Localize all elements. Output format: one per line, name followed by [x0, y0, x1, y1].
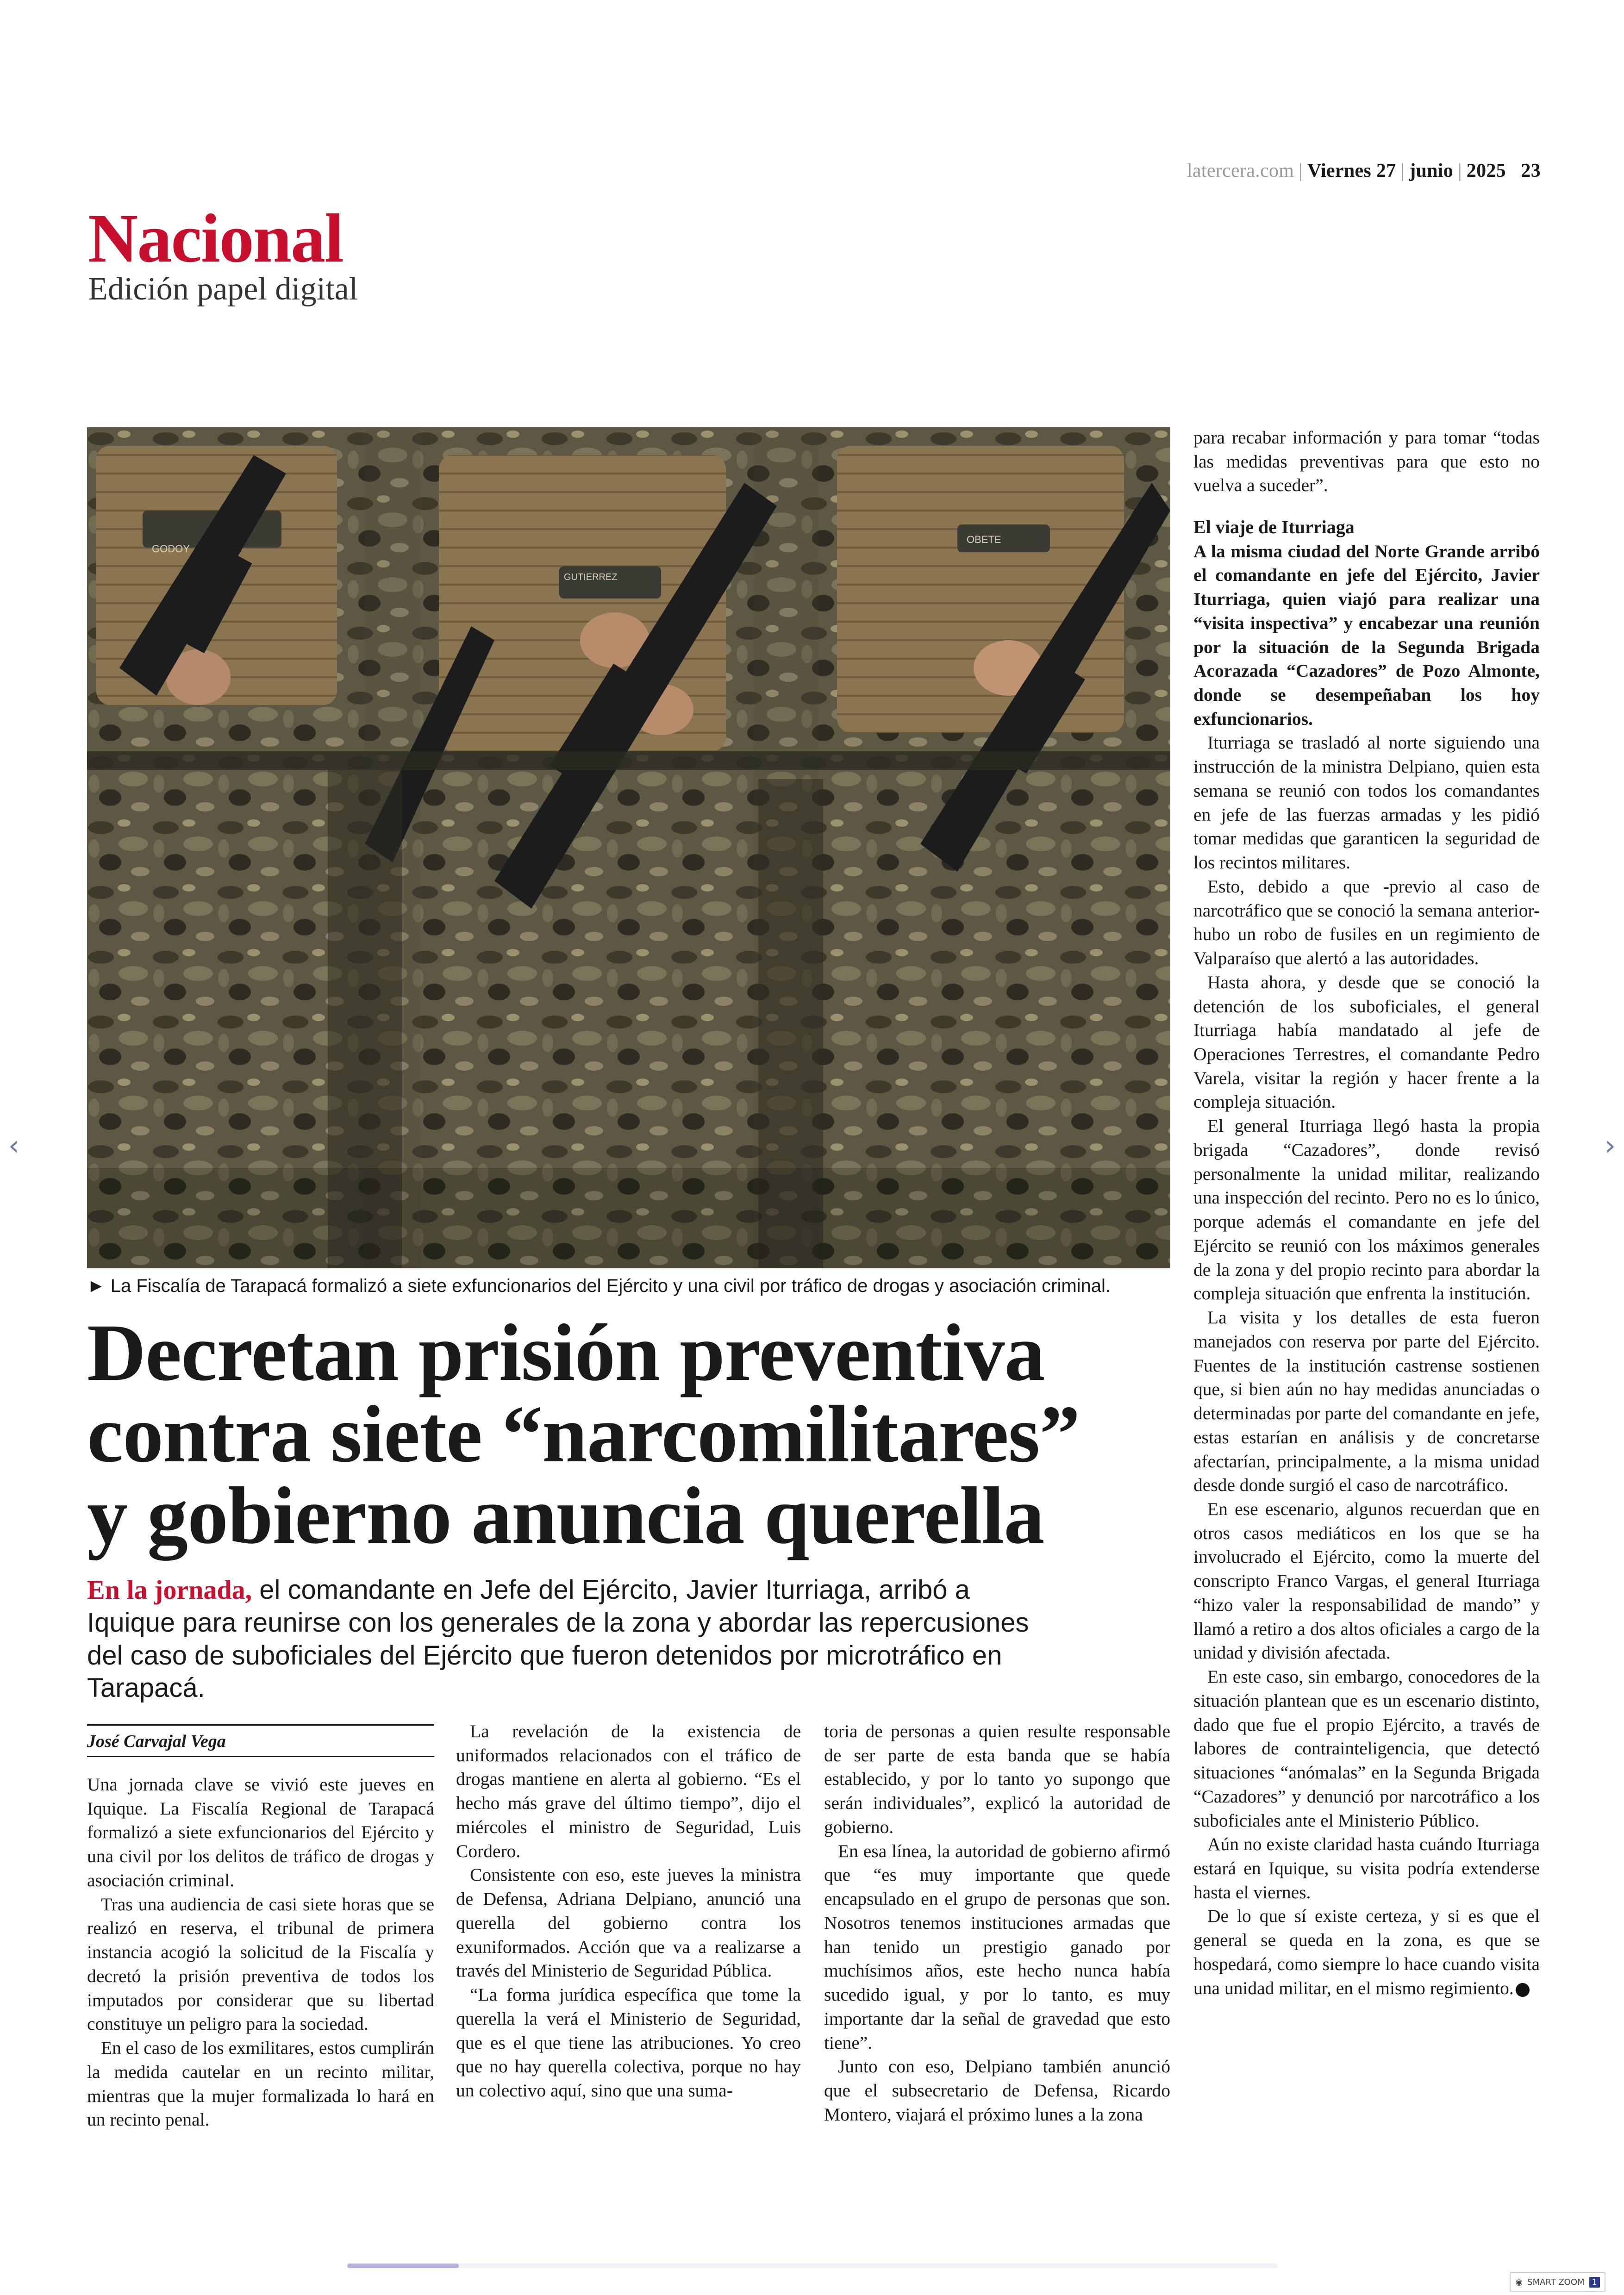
- name-tag-3: OBETE: [967, 534, 1001, 545]
- section-subhead: El viaje de Iturriaga: [1193, 517, 1355, 538]
- article-column-4: [1193, 426, 1540, 2000]
- photo-caption: [87, 1274, 1170, 1298]
- eye-icon: ◉: [1515, 2277, 1523, 2287]
- caption-arrow-icon: ►: [87, 1276, 106, 1296]
- paragraph: toria de personas a quien resulte responsable de ser parte de esta banda que se había establecido, y por lo tanto yo supongo que serán individuales”, explicó la autoridad de gobierno.: [824, 1721, 1170, 1837]
- zoom-page-number: 1: [1589, 2277, 1600, 2288]
- next-page-chevron-icon[interactable]: ›: [1605, 1129, 1616, 1162]
- paragraph: Iturriaga se trasladó al norte siguiendo una instrucción de la ministra Delpiano, quien esta semana se reunió con todos los comandantes en jefe de las fuerzas armadas y les pidió tomar medidas que garanticen la seguridad de los recintos militares.: [1193, 732, 1540, 873]
- paragraph: “La forma jurídica específica que tome la querella la verá el Ministerio de Seguridad, que es el que tiene las atribuciones. Yo creo que no hay querella colectiva, porque no hay un colectivo aquí, sino que una suma-: [456, 1984, 801, 2101]
- paragraph: para recabar información y para tomar “todas las medidas preventivas para que esto no vuelva a suceder”.: [1193, 427, 1540, 496]
- paragraph: En esa línea, la autoridad de gobierno afirmó que “es muy importante que quede encapsulado en el grupo de personas que son. Nosotros tenemos instituciones armadas que han tenido un prestigio ganado por muchísimos años, este hecho nunca había sucedido igual, y por lo tanto, es muy importante dar la señal de gravedad que esto tiene”.: [824, 1840, 1170, 2053]
- paragraph: El general Iturriaga llegó hasta la propia brigada “Cazadores”, donde revisó personalmente la unidad militar, realizando una inspección del recinto. Pero no es lo único, porque además el comandante en jefe del Ejército se reunió con los máximos generales de la zona y del propio recinto para abordar la compleja situación que enfrenta la institución.: [1193, 1116, 1540, 1304]
- article-column-1: [87, 1773, 434, 2132]
- smart-zoom-button[interactable]: [1510, 2272, 1605, 2292]
- page-folio: latercera.com | Viernes 27 | junio | 2025 23: [1187, 160, 1541, 181]
- paragraph: Junto con eso, Delpiano también anunció que el subsecretario de Defensa, Ricardo Montero, viajará el próximo lunes a la zona: [824, 2056, 1170, 2125]
- section-title: Nacional: [88, 200, 343, 277]
- name-tag-1: GODOY: [152, 543, 190, 555]
- lede-lead: En la jornada,: [87, 1575, 252, 1605]
- byline: José Carvajal Vega: [87, 1724, 434, 1757]
- name-tag-2: GUTIERREZ: [564, 572, 618, 582]
- paragraph: Esto, debido a que -previo al caso de narcotráfico que se conoció la semana anterior- hubo un robo de fusiles en un regimiento de Valparaíso que alertó a las autoridades.: [1193, 876, 1540, 969]
- headline-line-3: y gobierno anuncia querella: [87, 1471, 1044, 1561]
- bold-paragraph: A la misma ciudad del Norte Grande arribó el comandante en jefe del Ejército, Javier Iturriaga, quien viajó para realizar una “visita inspectiva” y encabezar una reunión por la situación de la Segunda Brigada Acorazada “Cazadores” de Pozo Almonte, donde se desempeñaban los hoy exfuncionarios.: [1193, 541, 1540, 729]
- paragraph: Hasta ahora, y desde que se conoció la detención de los suboficiales, el general Iturriaga había mandatado al jefe de Operaciones Terrestres, el comandante Pedro Varela, visitar la región y hacer frente a la compleja situación.: [1193, 972, 1540, 1112]
- headline: [87, 1308, 1170, 1561]
- folio-day: Viernes 27: [1307, 160, 1396, 181]
- article-column-3: [824, 1720, 1170, 2127]
- headline-line-1: Decretan prisión preventiva: [87, 1308, 1045, 1398]
- paragraph: Consistente con eso, este jueves la ministra de Defensa, Adriana Delpiano, anunció una querella del gobierno contra los exuniformados. Acción que va a realizarse a través del Ministerio de Seguridad Pública.: [456, 1865, 801, 1981]
- paragraph: Tras una audiencia de casi siete horas que se realizó en reserva, el tribunal de primera instancia acogió la solicitud de la Fiscalía y decretó la prisión preventiva de todos los imputados por considerar que su libertad constituye un peligro para la sociedad.: [87, 1894, 434, 2034]
- folio-year: 2025: [1466, 160, 1506, 181]
- end-mark-icon: [1516, 1983, 1530, 1997]
- page-number: 23: [1521, 160, 1541, 181]
- page-progress-fill: [347, 2264, 459, 2268]
- paragraph: La visita y los detalles de esta fueron manejados con reserva por parte del Ejército. Fuentes de la institución castrense sostienen que, si bien aún no hay medidas anunciadas o determinadas por parte del comandante en jefe, estas estarían en análisis y de concretarse afectarían, principalmente, a la misma unidad desde donde surgió el caso de narcotráfico.: [1193, 1307, 1540, 1496]
- page-progress-track[interactable]: [347, 2264, 1278, 2268]
- smart-zoom-label: SMART ZOOM: [1527, 2277, 1585, 2287]
- previous-page-chevron-icon[interactable]: ‹: [8, 1129, 19, 1162]
- site-name: latercera.com: [1187, 160, 1294, 181]
- lede: [87, 1574, 1050, 1705]
- lede-text: el comandante en Jefe del Ejército, Javier Iturriaga, arribó a Iquique para reunirse con los generales de la zona y abordar las repercusiones del caso de suboficiales del Ejército que fueron detenidos por microtráfico en Tarapacá.: [87, 1575, 1029, 1703]
- caption-text: La Fiscalía de Tarapacá formalizó a siete exfuncionarios del Ejército y una civil por tráfico de drogas y asociación criminal.: [110, 1276, 1111, 1296]
- paragraph: Una jornada clave se vivió este jueves en Iquique. La Fiscalía Regional de Tarapacá formalizó a siete exfuncionarios del Ejército y una civil por los delitos de tráfico de drogas y asociación criminal.: [87, 1774, 434, 1890]
- paragraph: En el caso de los exmilitares, estos cumplirán la medida cautelar en un recinto militar, mientras que la mujer formalizada lo hará en un recinto penal.: [87, 2038, 434, 2130]
- paragraph: Aún no existe claridad hasta cuándo Iturriaga estará en Iquique, su visita podría extenderse hasta el viernes.: [1193, 1834, 1540, 1902]
- paragraph-final: De lo que sí existe certeza, y si es que el general se queda en la zona, es que se hospedará, como siempre lo hace cuando visita una unidad militar, en el mismo regimiento.: [1193, 1906, 1540, 1998]
- edition-subtitle: Edición papel digital: [88, 271, 358, 307]
- headline-line-2: contra siete “narcomilitares”: [87, 1389, 1080, 1479]
- paragraph: En ese escenario, algunos recuerdan que en otros casos mediáticos en los que se ha involucrado el Ejército, como la muerte del conscripto Franco Vargas, el general Iturriaga “hizo valer la responsabilidad de mando” y llamó a retiro a dos altos oficiales a cargo de la unidad y división afectada.: [1193, 1498, 1540, 1663]
- paragraph: La revelación de la existencia de uniformados relacionados con el tráfico de drogas mantiene en alerta al gobierno. “Es el hecho más grave del último tiempo”, dijo el miércoles el ministro de Seguridad, Luis Cordero.: [456, 1721, 801, 1861]
- lead-photo-soldiers: [87, 427, 1170, 1268]
- article-column-2: [456, 1720, 801, 2103]
- paragraph: En este caso, sin embargo, conocedores de la situación plantean que es un escenario distinto, dado que fue el propio Ejército, a través de labores de contrainteligencia, que detectó situaciones “anómalas” en la Segunda Brigada “Cazadores” y denunció por narcotráfico a los suboficiales ante el Ministerio Público.: [1193, 1666, 1540, 1831]
- folio-month: junio: [1409, 160, 1454, 181]
